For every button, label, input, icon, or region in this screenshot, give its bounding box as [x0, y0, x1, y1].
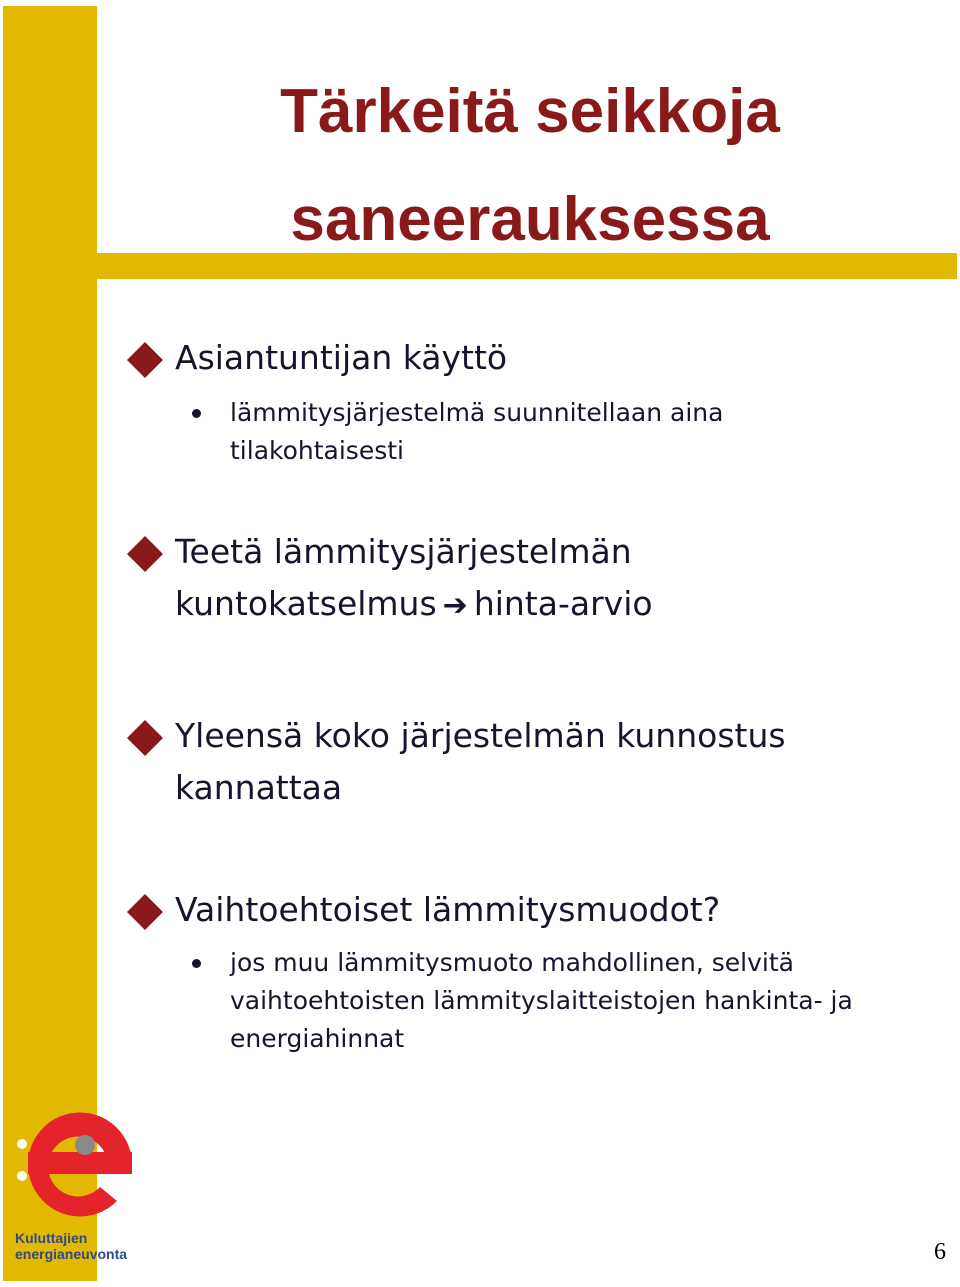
slide-title-line-2: saneerauksessa: [290, 185, 770, 254]
sub-point-1-text: lämmitysjärjestelmä suunnitellaan aina tilakohtaisesti: [230, 398, 724, 465]
sub-point-4: [192, 944, 892, 1058]
bullet-point-4-text: Vaihtoehtoiset lämmitysmuodot?: [175, 890, 721, 929]
sub-point-1: [192, 394, 892, 470]
sub-point-4-text: jos muu lämmitysmuoto mahdollinen, selvitä vaihtoehtoisten lämmityslaitteistojen hankinta- ja energiahinnat: [230, 948, 853, 1053]
bullet-point-1-text: Asiantuntijan käyttö: [175, 338, 508, 377]
accent-side-bar: [3, 6, 97, 1281]
bullet-point-2: [127, 526, 887, 632]
bullet-point-1: [127, 332, 887, 384]
logo-wordmark: [15, 1230, 145, 1262]
bullet-point-3: [127, 710, 887, 814]
right-arrow-icon: ➔: [442, 588, 468, 623]
diamond-bullet-icon: [127, 894, 163, 930]
logo-line-2: energianeuvonta: [15, 1246, 128, 1262]
diamond-bullet-icon: [127, 342, 163, 378]
bullet-point-2-text-before: Teetä lämmitysjärjestelmän kuntokatselmus: [175, 532, 632, 623]
bullet-point-3-text: Yleensä koko järjestelmän kunnostus kannattaa: [175, 716, 786, 807]
page-number: 6: [934, 1239, 946, 1265]
bullet-point-4: [127, 884, 887, 936]
dot-bullet-icon: [192, 959, 201, 968]
slide-title-line-1: Tärkeitä seikkoja: [280, 77, 780, 146]
diamond-bullet-icon: [127, 720, 163, 756]
logo-line-1: Kuluttajien: [15, 1230, 88, 1246]
slide-title: [100, 58, 960, 274]
diamond-bullet-icon: [127, 536, 163, 572]
dot-bullet-icon: [192, 409, 201, 418]
bullet-point-2-text-after: hinta-arvio: [473, 584, 653, 623]
kuluttajien-energianeuvonta-logo: [14, 1100, 144, 1230]
bullet-point-2-text: [127, 526, 887, 632]
